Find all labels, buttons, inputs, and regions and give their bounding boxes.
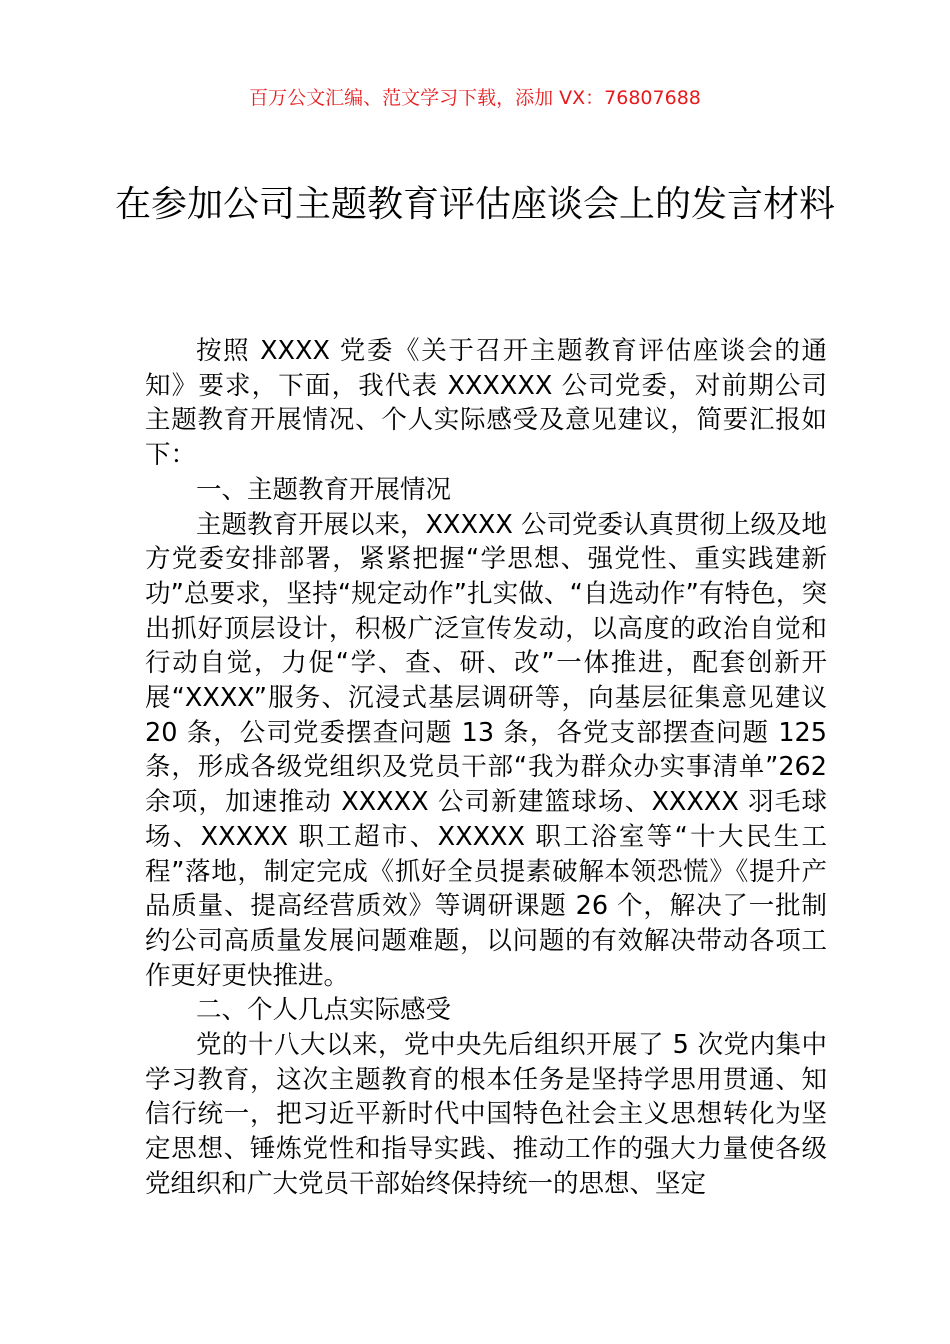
section-heading-1: 一、主题教育开展情况 — [196, 474, 452, 505]
section-heading-2: 二、个人几点实际感受 — [196, 995, 452, 1026]
section-1-paragraph: 主题教育开展以来，XXXXX 公司党委认真贯彻上级及地方党委安排部署，紧紧把握“学思想、强党性、重实践建新功”总要求，坚持“规定动作”扎实做、“自选动作”有特色，突出抓好顶层设计，积极广泛宣传发动，以高度的政治自觉和行动自觉，力促“学、查、研、改”一体推进，配套创新开展“XXXX”服务、沉浸式基层调研等，向基层征集意见建议 20 条，公司党委摆查问题 13 条，各党支部摆查问题 125 条，形成各级党组织及党员干部“我为群众办实事清单”262 余项，加速推动 XXXXX 公司新建篮球场、XXXXX 羽毛球场、XXXXX 职工超市、XXXXX 职工浴室等“十大民生工程”落地，制定完成《抓好全员提素破解本领恐慌》《提升产品质量、提高经营质效》等调研课题 26 个，解决了一批制约公司高质量发展问题难题，以问题的有效解决带动各项工作更好更快推进。 — [145, 509, 827, 991]
document-title: 在参加公司主题教育评估座谈会上的发言材料 — [114, 184, 835, 225]
section-2-paragraph: 党的十八大以来，党中央先后组织开展了 5 次党内集中学习教育，这次主题教育的根本任务是坚持学思用贯通、知信行统一，把习近平新时代中国特色社会主义思想转化为坚定思想、锤炼党性和指导实践、推动工作的强大力量使各级党组织和广大党员干部始终保持统一的思想、坚定 — [145, 1030, 827, 1199]
intro-paragraph: 按照 XXXX 党委《关于召开主题教育评估座谈会的通知》要求，下面，我代表 XXXXXX 公司党委，对前期公司主题教育开展情况、个人实际感受及意见建议，简要汇报如下： — [145, 336, 827, 471]
document-body — [145, 334, 827, 1202]
watermark-banner: 百万公文汇编、范文学习下载，添加 VX：76807688 — [249, 87, 701, 109]
